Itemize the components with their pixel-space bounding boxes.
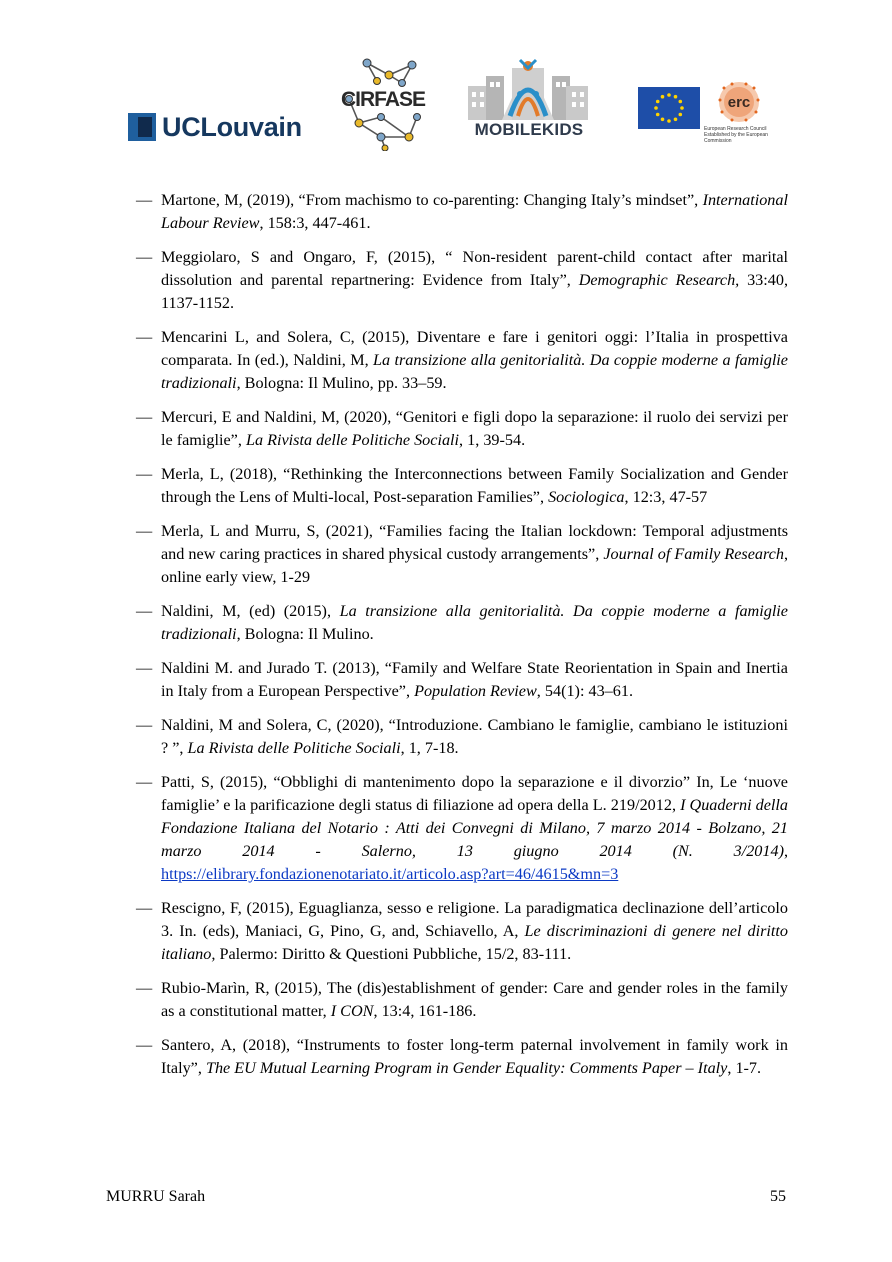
list-dash: — (136, 408, 153, 426)
list-dash: — (136, 716, 153, 734)
uclouvain-wordmark: UCLouvain (162, 111, 302, 142)
reference-item (136, 1034, 788, 1080)
reference-item (136, 600, 788, 646)
reference-text: , 158:3, 447-461. (259, 214, 371, 232)
reference-text: , Bologna: Il Mulino. (236, 625, 374, 643)
mobilekids-logo (460, 54, 596, 146)
reference-item (136, 657, 788, 703)
erc-caption-line-1: European Research Council (704, 126, 767, 132)
reference-text: , 12:3, 47-57 (624, 488, 708, 506)
reference-text: Santero, A, (2018), “Instruments to foster long-term paternal involvement in family work in Italy”, (161, 1036, 788, 1077)
eu-flag-icon (638, 87, 700, 129)
list-dash: — (136, 465, 153, 483)
erc-logo (704, 78, 774, 144)
erc-wordmark: erc (727, 94, 751, 111)
reference-text: Mercuri, E and Naldini, M, (2020), “Genitori e figli dopo la separazione: il ruolo dei servizi per le famiglie”, (161, 408, 788, 449)
eu-flag-logo (638, 87, 700, 129)
erc-dots-icon (704, 78, 774, 126)
reference-item (136, 977, 788, 1023)
reference-text: Rescigno, F, (2015), Eguaglianza, sesso e religione. La paradigmatica declinazione dell’articolo 3. In. (eds), Maniaci, G, Pino, G, and, Schiavello, A, (161, 899, 788, 940)
reference-text: , 1, 7-18. (400, 739, 459, 757)
cirfase-logo (337, 53, 433, 151)
list-dash: — (136, 191, 153, 209)
reference-text: Rubio-Marìn, R, (2015), The (dis)establishment of gender: Care and gender roles in the family as a constitutional matter, (161, 979, 788, 1020)
reference-item (136, 714, 788, 760)
reference-text: , online early view, 1-29 (161, 545, 788, 586)
reference-link[interactable]: https://elibrary.fondazionenotariato.it/articolo.asp?art=46/4615&mn=3 (161, 865, 619, 883)
uclouvain-logo (128, 110, 318, 144)
logo-header (0, 0, 892, 160)
reference-italic-title: The EU Mutual Learning Program in Gender Equality: Comments Paper – Italy (205, 1059, 728, 1077)
reference-italic-title: Sociologica (548, 488, 625, 506)
reference-italic-title: La transizione alla genitorialità. Da coppie moderne a famiglie tradizionali (161, 602, 788, 643)
erc-caption (704, 126, 774, 144)
list-dash: — (136, 979, 153, 997)
reference-text: Merla, L, (2018), “Rethinking the Interconnections between Family Socialization and Gender through the Lens of Multi-local, Post-separation Families”, (161, 465, 788, 506)
reference-italic-title: I CON (330, 1002, 374, 1020)
reference-text: , 13:4, 161-186. (373, 1002, 477, 1020)
reference-italic-title: La transizione alla genitorialità. Da coppie moderne a famiglie tradizionali (161, 351, 788, 392)
reference-text: , 1-7. (727, 1059, 762, 1077)
reference-italic-title: La Rivista delle Politiche Sociali (187, 739, 401, 757)
reference-text: , (783, 842, 788, 860)
reference-italic-title: Demographic Research, (578, 271, 740, 289)
list-dash: — (136, 899, 153, 917)
reference-italic-title: I Quaderni della Fondazione Italiana del Notario : Atti dei Convegni di Milano, 7 marzo 2014 - Bolzano, 21 marzo 2014 - Salerno, 13 giugno 2014 (N. 3/2014) (161, 796, 788, 860)
reference-text: , 1, 39-54. (459, 431, 526, 449)
list-dash: — (136, 522, 153, 540)
list-dash: — (136, 602, 153, 620)
reference-text: Meggiolaro, S and Ongaro, F, (2015), “ Non-resident parent-child contact after marital dissolution and parental repartnering: Evidence from Italy”, (161, 248, 788, 289)
reference-italic-title: Le discriminazioni di genere nel diritto italiano, (161, 922, 788, 963)
reference-italic-title: La Rivista delle Politiche Sociali (245, 431, 460, 449)
reference-item (136, 463, 788, 509)
reference-text: Naldini, M, (ed) (2015), (161, 602, 340, 620)
reference-item (136, 326, 788, 395)
reference-text: Naldini, M and Solera, C, (2020), “Introduzione. Cambiano le famiglie, cambiano le istituzioni ? ”, (161, 716, 788, 757)
uclouvain-mark-icon (128, 113, 156, 141)
reference-text: Merla, L and Murru, S, (2021), “Families facing the Italian lockdown: Temporal adjustments and new caring practices in shared physical custody arrangements”, (161, 522, 788, 563)
reference-italic-title: International Labour Review (161, 191, 788, 232)
list-dash: — (136, 328, 153, 346)
reference-item (136, 520, 788, 589)
footer-author: MURRU Sarah (106, 1188, 206, 1205)
reference-item (136, 771, 788, 886)
reference-item (136, 189, 788, 235)
reference-text: 33:40, 1137-1152. (161, 271, 789, 312)
erc-caption-line-2: Established by the European Commission (704, 132, 768, 144)
reference-italic-title: Journal of Family Research (603, 545, 784, 563)
reference-item (136, 406, 788, 452)
reference-text: Martone, M, (2019), “From machismo to co-parenting: Changing Italy’s mindset”, (161, 191, 703, 209)
list-dash: — (136, 248, 153, 266)
reference-text: Naldini M. and Jurado T. (2013), “Family and Welfare State Reorientation in Spain and Inertia in Italy from a European Perspective”, (161, 659, 788, 700)
buildings-family-icon (460, 54, 596, 122)
reference-text: Palermo: Diritto & Questioni Pubbliche, 15/2, 83-111. (215, 945, 572, 963)
reference-text: , 54(1): 43–61. (536, 682, 634, 700)
reference-text: Patti, S, (2015), “Obblighi di mantenimento dopo la separazione e il divorzio” In, Le ‘nuove famiglie’ e la parificazione degli status di filiazione ad opera della L. 219/2012, (161, 773, 788, 814)
reference-italic-title: Population Review (414, 682, 537, 700)
mobilekids-wordmark: MOBILEKIDS (474, 120, 584, 139)
list-dash: — (136, 659, 153, 677)
reference-text: Mencarini L, and Solera, C, (2015), Diventare e fare i genitori oggi: l’Italia in prospettiva comparata. In (ed.), Naldini, M, (161, 328, 788, 369)
list-dash: — (136, 773, 153, 791)
list-dash: — (136, 1036, 153, 1054)
reference-item (136, 246, 788, 315)
reference-item (136, 897, 788, 966)
reference-list (136, 189, 788, 1091)
reference-text: , Bologna: Il Mulino, pp. 33–59. (236, 374, 447, 392)
cirfase-wordmark: CIRFASE (341, 88, 426, 111)
page-number: 55 (770, 1188, 786, 1205)
